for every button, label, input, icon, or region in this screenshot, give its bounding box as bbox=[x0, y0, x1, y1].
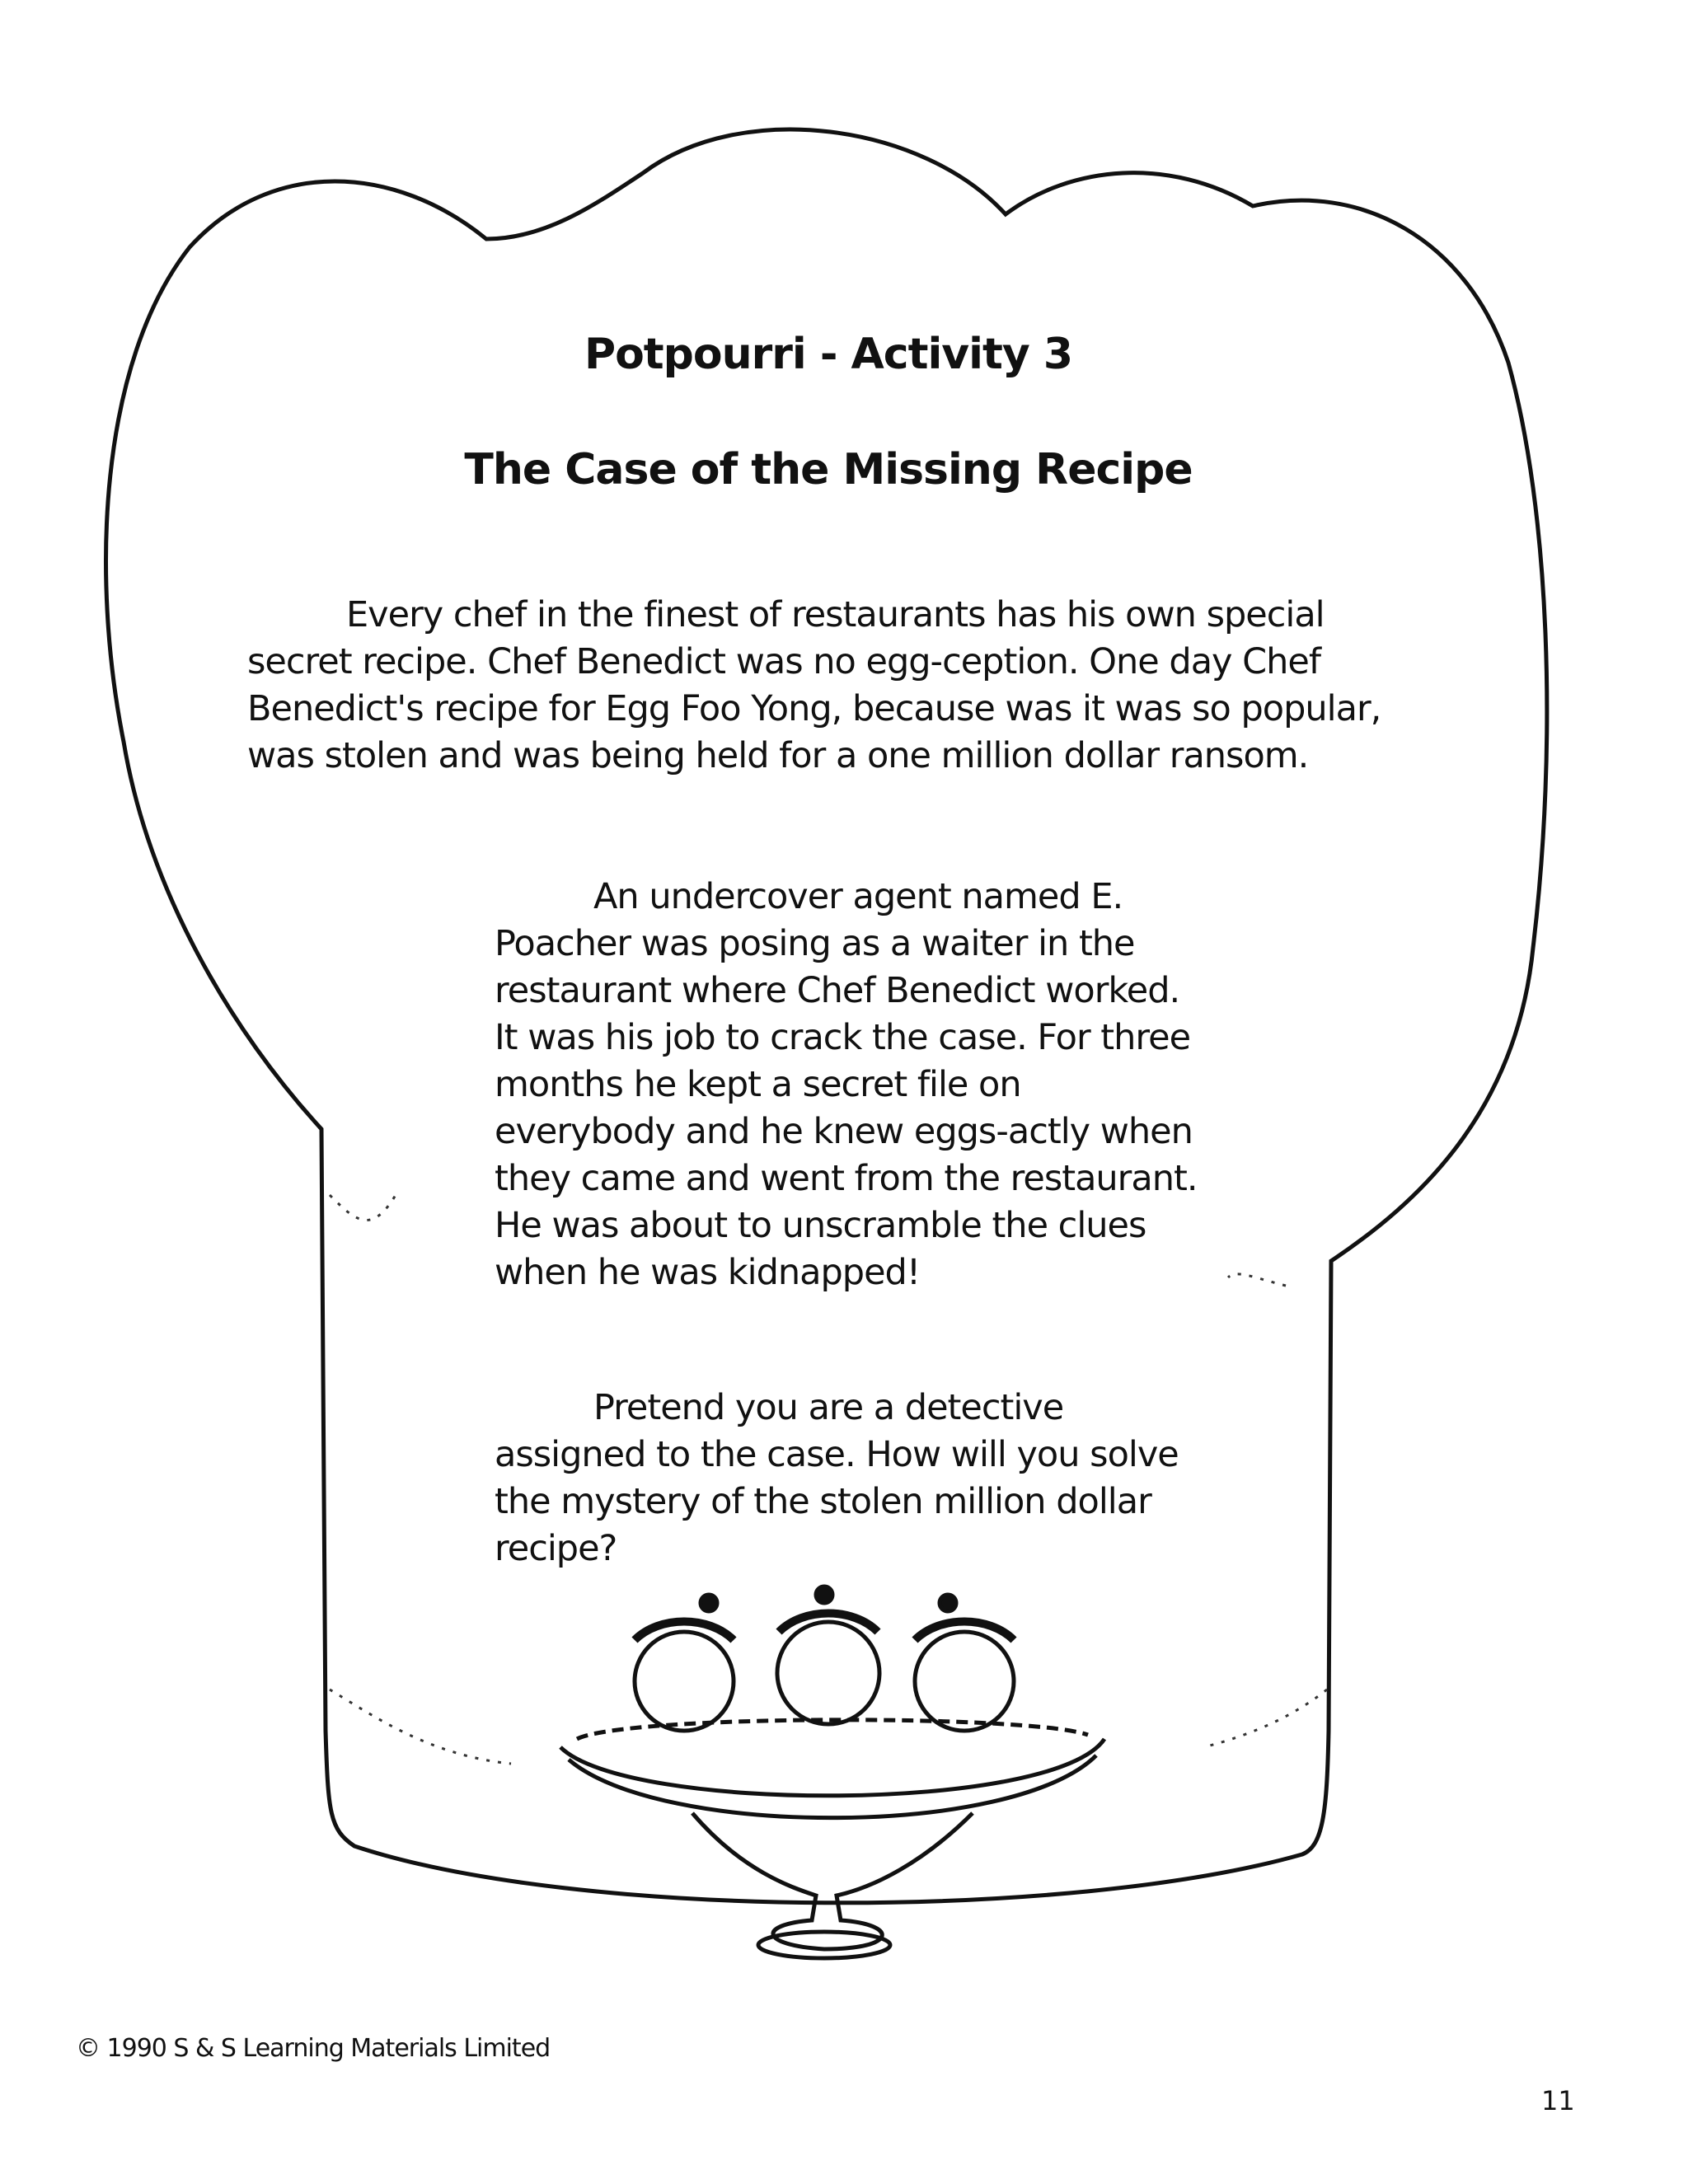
page-subtitle: The Case of the Missing Recipe bbox=[464, 445, 1193, 494]
paragraph-3: Pretend you are a detective assigned to the case. How will you solve the mystery of the stolen million dollar recipe? bbox=[495, 1387, 1179, 1569]
paragraph-2: An undercover agent named E. Poacher was posing as a waiter in the restaurant where Chef Benedict worked. It was his job to crack the case. For three months he kept a secret file on everybody and he knew eggs-actly when they came and went from the restaurant. He was about to unscramble the clues when he was kidnapped! bbox=[495, 876, 1198, 1293]
page-title: Potpourri - Activity 3 bbox=[584, 330, 1073, 379]
copyright-footer: © 1990 S & S Learning Materials Limited bbox=[76, 2034, 551, 2063]
paragraph-1: Every chef in the finest of restaurants has his own special secret recipe. Chef Benedict was no egg-ception. One day Chef Benedict's recipe for Egg Foo Yong, because was it was so popular, was stolen and was being held for a one million dollar ransom. bbox=[247, 594, 1381, 776]
page-number: 11 bbox=[1541, 2085, 1575, 2116]
